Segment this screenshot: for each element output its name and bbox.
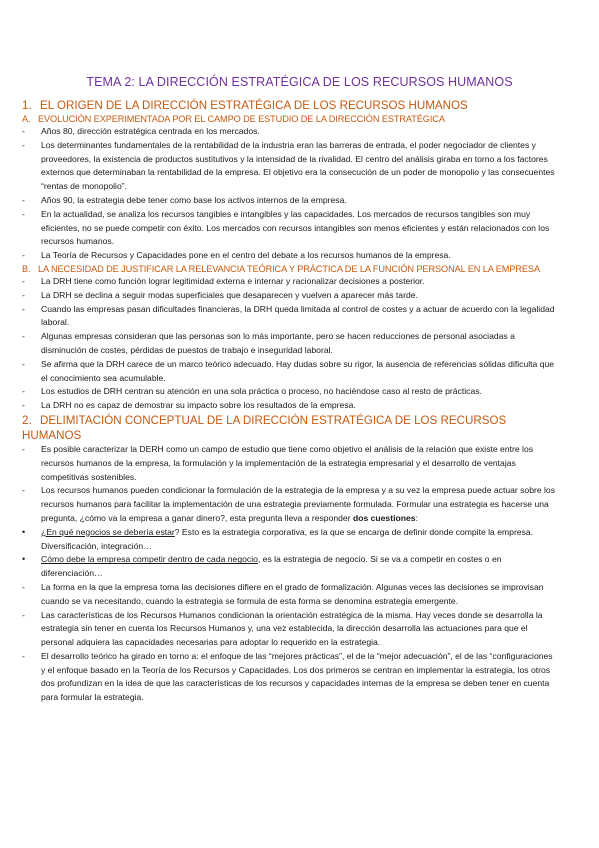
dash-marker: - <box>22 650 25 661</box>
list-item-text: Algunas empresas consideran que las personas son lo más importante, pero se hacen reducciones de personal asociadas a disminución de costes, pérdidas de puestos de trabajo e inseguridad laboral. <box>41 331 515 355</box>
bullet-underlined-text: ¿En qué negocios se debería estar <box>41 526 175 537</box>
document-title: TEMA 2: LA DIRECCIÓN ESTRATÉGICA DE LOS RECURSOS HUMANOS <box>86 75 513 89</box>
dash-marker: - <box>22 250 25 261</box>
list-item <box>22 385 556 399</box>
list-item <box>22 358 556 386</box>
list-item <box>22 303 556 331</box>
bullet-marker: • <box>22 526 26 537</box>
dash-marker: - <box>22 485 25 496</box>
list-item-text: Los recursos humanos pueden condicionar la formulación de la estrategia de la empresa y a su vez la empresa puede actuar sobre los recursos humanos para facilitar la implementación de una estrategia previamente formulada. Formular una estrategia es hacerse una pregunta, ¿cómo va la empresa a ganar dinero?, esta pregunta lleva a responder <box>41 485 556 523</box>
list-item-text: Los determinantes fundamentales de la rentabilidad de la industria eran las barreras de entrada, el poder negociador de clientes y proveedores, la existencia de productos sustitutivos y la intensidad de la rivalidad. El centro del análisis giraba en torno a los factores externos que determinaban la rentabilidad de la empresa. El objetivo era la consecución de un poder de monopolio y las consecuentes “rentas de monopolio”. <box>41 139 555 192</box>
list-item-text: La DRH se declina a seguir modas superficiales que desaparecen y vuelven a aparecer más tarde. <box>41 289 418 300</box>
subsection-a-number: A. <box>22 114 31 124</box>
list-item-text: Cuando las empresas pasan dificultades financieras, la DRH queda limitada al control de costes y a actuar de acuerdo con la legalidad laboral. <box>41 303 555 328</box>
bullet-item <box>22 553 556 581</box>
list-item-text: Años 90, la estrategia debe tener como base los activos internos de la empresa. <box>41 194 347 205</box>
list-item-text: La DRH tiene como función lograr legitimidad externa e internar y racionalizar decisiones a posterior. <box>41 275 425 286</box>
list-item <box>22 330 556 358</box>
dash-marker: - <box>22 331 25 342</box>
list-item-text: Es posible caracterizar la DERH como un campo de estudio que tiene como objetivo el análisis de la relación que existe entre los recursos humanos de la empresa, la formulación y la implementación de la estrategia empresarial y el desarrollo de ventajas competitivas sostenibles. <box>41 443 534 482</box>
list-item-text: : <box>415 512 418 523</box>
list-item-text: La Teoría de Recursos y Capacidades pone en el centro del debate a los recursos humanos de la empresa. <box>41 250 451 261</box>
list-item-text: El desarrollo teórico ha girado en torno a: el enfoque de las “mejores prácticas”, el de la “mejor adecuación”, el de las “configuraciones y el enfoque basado en la Teoría de los Recursos y Capacidades. Los dos primeros se centran en implementar la estrategia, los otros dos profundizan en la idea de que las características de los recursos y capacidades internas de la empresa se deben tener en cuenta para formular la estrategia. <box>41 650 553 703</box>
bullet-text: , es la estrategia de negocio. Si se va a competir en costes o en diferenciación… <box>41 554 502 579</box>
list-item <box>22 139 556 194</box>
section-2-list <box>22 443 556 705</box>
list-item <box>22 275 556 289</box>
section-1-heading <box>22 98 556 113</box>
section-2-heading <box>22 413 556 443</box>
list-item <box>22 249 556 263</box>
list-item <box>22 650 556 705</box>
list-item <box>22 289 556 303</box>
list-item-text: En la actualidad, se analiza los recursos tangibles e intangibles y las capacidades. Los mercados de recursos tangibles son muy eficientes, no se puede competir con éxito. Los mercados con recursos intangibles son menos eficientes y están relacionados con los recursos humanos. <box>41 208 550 247</box>
dash-marker: - <box>22 443 25 454</box>
section-2-number: 2. <box>22 413 32 427</box>
subsection-a-list <box>22 125 556 263</box>
subsection-b-list <box>22 275 556 413</box>
list-item <box>22 443 556 484</box>
section-1-title: EL ORIGEN DE LA DIRECCIÓN ESTRATÉGICA DE LOS RECURSOS HUMANOS <box>40 99 468 112</box>
dash-marker: - <box>22 139 25 150</box>
bullet-text: ? Esto es la estrategia corporativa, es la que se encarga de definir donde compite la empresa. Diversificación, integración… <box>41 526 534 551</box>
subsection-a-title: EVOLUCIÓN EXPERIMENTADA POR EL CAMPO DE ESTUDIO DE LA DIRECCIÓN ESTRATÉGICA <box>38 114 445 124</box>
dash-marker: - <box>22 303 25 314</box>
list-item <box>22 399 556 413</box>
dash-marker: - <box>22 289 25 300</box>
bullet-item <box>22 526 556 554</box>
list-item <box>22 484 556 525</box>
list-item <box>22 581 556 609</box>
list-item <box>22 208 556 249</box>
dash-marker: - <box>22 194 25 205</box>
list-item-bold-text: dos cuestiones <box>352 512 416 523</box>
list-item-text: La forma en la que la empresa toma las decisiones difiere en el grado de formalización. Algunas veces las decisiones se improvisan cuando se va necesitando, cuando la estrategia se formula de esta forma se denomina estrategia emergente. <box>41 581 544 606</box>
list-item-text: Años 80, dirección estratégica centrada en los mercados. <box>41 126 260 136</box>
dash-marker: - <box>22 126 25 136</box>
section-1-number: 1. <box>22 99 32 112</box>
list-item-text: Los estudios de DRH centran su atención en una sola práctica o proceso, no haciéndose caso al resto de prácticas. <box>41 386 482 397</box>
section-2-title: DELIMITACIÓN CONCEPTUAL DE LA DIRECCIÓN ESTRATÉGICA DE LOS RECURSOS HUMANOS <box>22 413 507 442</box>
list-item <box>22 194 556 208</box>
list-item <box>22 609 556 650</box>
dash-marker: - <box>22 358 25 369</box>
subsection-b-heading <box>22 263 556 275</box>
dash-marker: - <box>22 208 25 219</box>
dash-marker: - <box>22 609 25 620</box>
subsection-a-heading <box>22 113 556 125</box>
list-item <box>22 125 556 139</box>
list-item-text: Las características de los Recursos Humanos condicionan la orientación estratégica de la misma. Hay veces donde se desarrolla la estrategia sin tener en cuenta los Recursos Humanos y, una vez establecida, la dirección desarrolla las actuaciones para que el personal adquiera las capacidades necesarias para adoptar lo requerido en la estrategia. <box>41 609 543 648</box>
bullet-underlined-text: Cómo debe la empresa competir dentro de cada negocio <box>41 554 258 565</box>
bullet-marker: • <box>22 554 26 565</box>
document-body <box>22 98 556 705</box>
dash-marker: - <box>22 275 25 286</box>
subsection-b-title: LA NECESIDAD DE JUSTIFICAR LA RELEVANCIA TEÓRICA Y PRÁCTICA DE LA FUNCIÓN PERSONAL EN LA EMPRESA <box>38 263 540 274</box>
list-item-text: Se afirma que la DRH carece de un marco teórico adecuado. Hay dudas sobre su rigor, la ausencia de referencias sólidas dificulta que el conocimiento sea acumulable. <box>41 358 555 383</box>
dash-marker: - <box>22 581 25 592</box>
list-item-text: La DRH no es capaz de demostrar su impacto sobre los resultados de la empresa. <box>41 400 356 411</box>
subsection-b-number: B. <box>22 263 31 274</box>
dash-marker: - <box>22 386 25 397</box>
dash-marker: - <box>22 400 25 411</box>
